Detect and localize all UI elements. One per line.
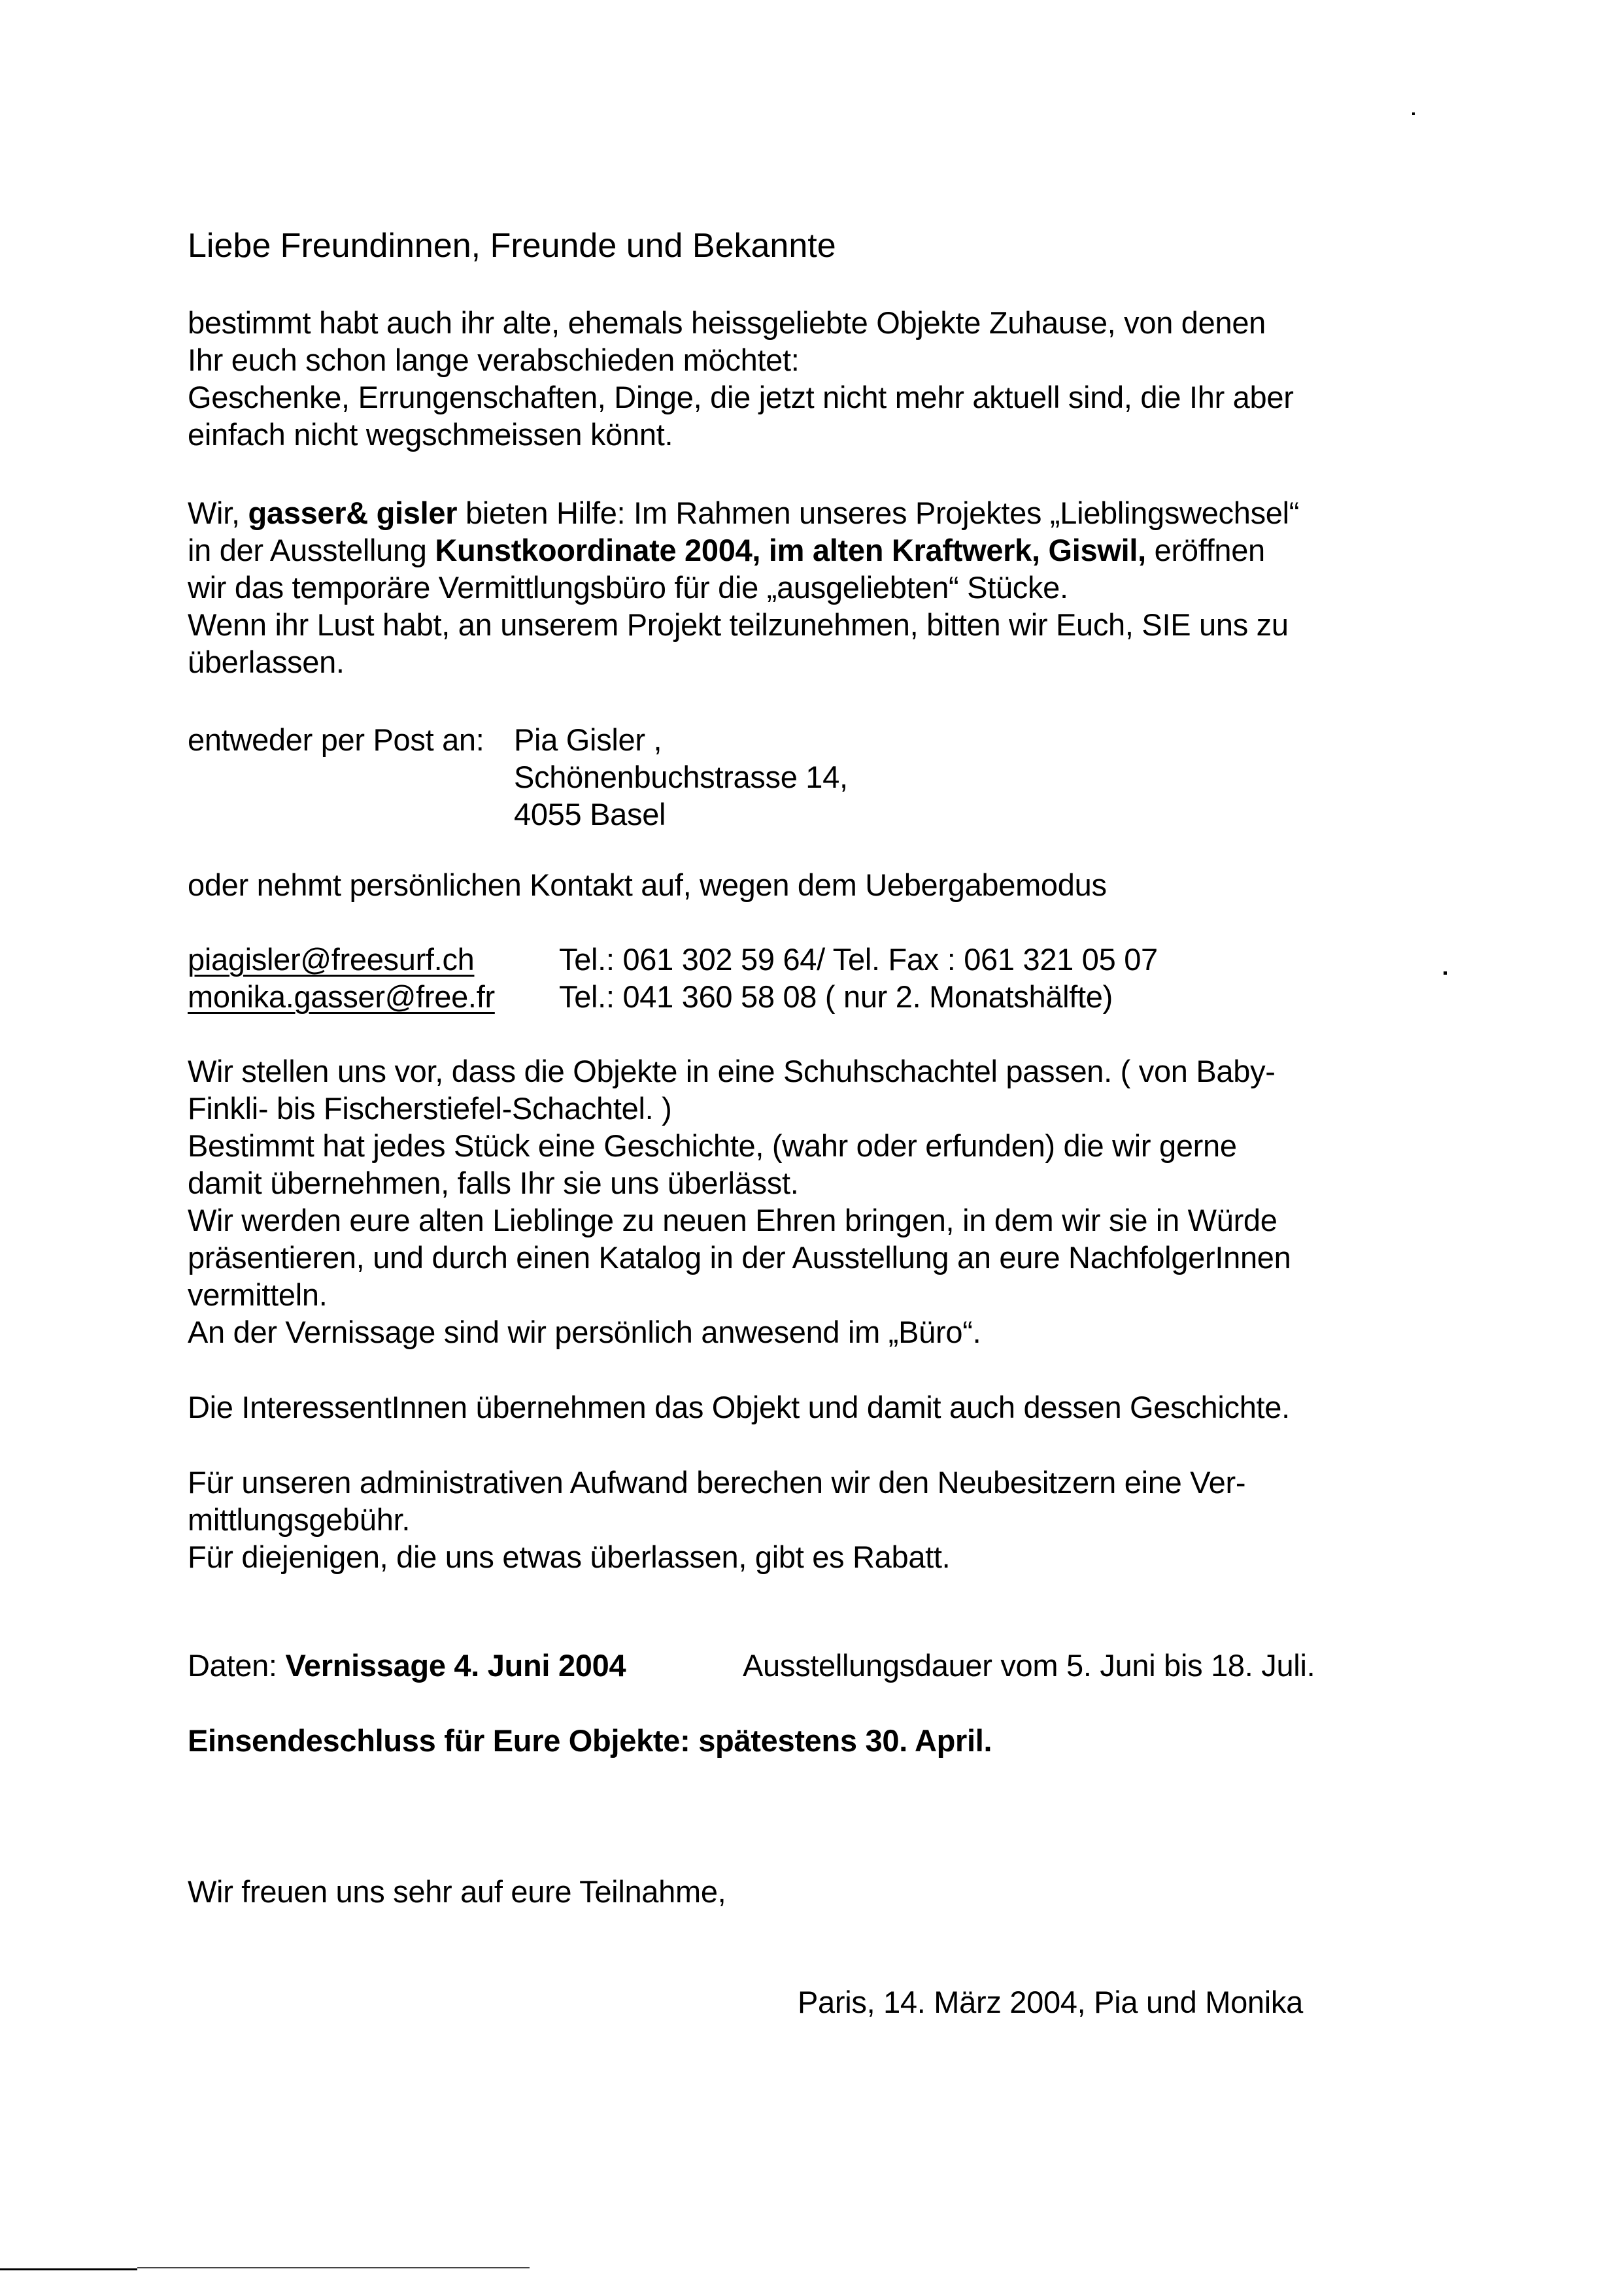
post-name: Pia Gisler , (514, 722, 662, 757)
paragraph-4: Die InteressentInnen übernehmen das Objekt und damit auch dessen Geschichte. (188, 1390, 1290, 1424)
paragraph-1-line-1: bestimmt habt auch ihr alte, ehemals heissgeliebte Objekte Zuhause, von denen (188, 305, 1266, 340)
paragraph-5-line-3: Für diejenigen, die uns etwas überlassen, gibt es Rabatt. (188, 1539, 951, 1574)
paragraph-1-line-2: Ihr euch schon lange verabschieden möchtet: (188, 343, 800, 377)
vernissage-date: Vernissage 4. Juni 2004 (285, 1648, 626, 1683)
post-street: Schönenbuchstrasse 14, (514, 760, 848, 794)
phone-monika: Tel.: 041 360 58 08 ( nur 2. Monatshälfte) (559, 979, 1113, 1014)
email-link-monika[interactable]: monika.gasser@free.fr (188, 979, 495, 1014)
deadline (188, 1723, 992, 1759)
phone-pia: Tel.: 061 302 59 64/ Tel. Fax : 061 321 05 07 (559, 942, 1158, 977)
paragraph-3-line-7: vermitteln. (188, 1277, 328, 1312)
dates-label: Daten: (188, 1648, 286, 1683)
paragraph-3-line-3: Bestimmt hat jedes Stück eine Geschichte, (wahr oder erfunden) die wir gerne (188, 1128, 1237, 1163)
text-span: Wir, (188, 496, 248, 530)
scan-edge-line (137, 2267, 530, 2268)
paragraph-5-line-1: Für unseren administrativen Aufwand berechen wir den Neubesitzern eine Ver- (188, 1465, 1246, 1500)
paragraph-2-line-5: überlassen. (188, 645, 345, 679)
paragraph-3-line-2: Finkli- bis Fischerstiefel-Schachtel. ) (188, 1091, 672, 1126)
artist-duo-name: gasser& gisler (248, 496, 458, 530)
salutation: Liebe Freundinnen, Freunde und Bekannte (188, 227, 836, 265)
text-span: eröffnen (1145, 533, 1265, 567)
text-span: in der Ausstellung (188, 533, 435, 567)
paragraph-3-line-4: damit übernehmen, falls Ihr sie uns überlässt. (188, 1166, 799, 1200)
paragraph-5-line-2: mittlungsgebühr. (188, 1502, 411, 1537)
closing: Wir freuen uns sehr auf eure Teilnahme, (188, 1874, 726, 1909)
paragraph-1-line-4: einfach nicht wegschmeissen könnt. (188, 417, 673, 452)
post-lead: entweder per Post an: (188, 722, 484, 757)
paragraph-3-line-1: Wir stellen uns vor, dass die Objekte in eine Schuhschachtel passen. ( von Baby- (188, 1054, 1276, 1088)
text-span: bieten Hilfe: Im Rahmen unseres Projektes „Lieblingswechsel“ (457, 496, 1300, 530)
paragraph-3-line-6: präsentieren, und durch einen Katalog in der Ausstellung an eure NachfolgerInnen (188, 1240, 1291, 1275)
scan-edge-line (0, 2268, 137, 2270)
paragraph-2-line-1 (188, 495, 1299, 531)
dates-line (188, 1647, 626, 1684)
scan-speck (1412, 112, 1415, 115)
paragraph-2-line-3: wir das temporäre Vermittlungsbüro für die „ausgeliebten“ Stücke. (188, 570, 1068, 605)
exhibition-name: Kunstkoordinate 2004, im alten Kraftwerk, Giswil, (435, 533, 1146, 567)
scan-speck (1444, 971, 1447, 975)
paragraph-1-line-3: Geschenke, Errungenschaften, Dinge, die jetzt nicht mehr aktuell sind, die Ihr aber (188, 380, 1294, 414)
email-link-pia[interactable]: piagisler@freesurf.ch (188, 942, 475, 977)
signature: Paris, 14. März 2004, Pia und Monika (798, 1985, 1303, 2019)
paragraph-2-line-4: Wenn ihr Lust habt, an unserem Projekt teilzunehmen, bitten wir Euch, SIE uns zu (188, 607, 1289, 642)
paragraph-3-line-5: Wir werden eure alten Lieblinge zu neuen Ehren bringen, in dem wir sie in Würde (188, 1203, 1277, 1237)
paragraph-3-line-8: An der Vernissage sind wir persönlich anwesend im „Büro“. (188, 1315, 981, 1349)
exhibition-duration: Ausstellungsdauer vom 5. Juni bis 18. Juli. (743, 1648, 1315, 1683)
paragraph-2-line-2 (188, 532, 1265, 569)
deadline-text: Einsendeschluss für Eure Objekte: spätestens 30. April. (188, 1723, 992, 1758)
post-city: 4055 Basel (514, 797, 666, 832)
contact-line: oder nehmt persönlichen Kontakt auf, wegen dem Uebergabemodus (188, 867, 1107, 902)
